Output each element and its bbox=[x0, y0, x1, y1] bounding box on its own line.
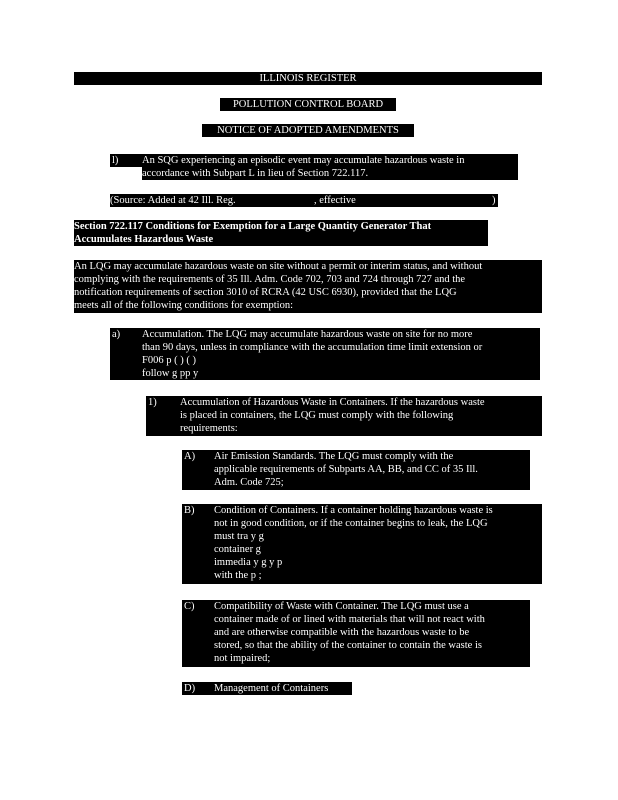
item-a-line-3: F006 p ( ) ( ) bbox=[142, 355, 196, 366]
item-a-line-2: than 90 days, unless in compliance with the accumulation time limit extension or bbox=[142, 342, 483, 353]
item-A-text bbox=[214, 450, 530, 490]
item-1-line-3: requirements: bbox=[180, 423, 238, 434]
item-l-line-2: accordance with Subpart L in lieu of Section 722.117. bbox=[142, 168, 369, 179]
item-1-text bbox=[180, 396, 542, 436]
item-C-marker: C) bbox=[182, 600, 216, 667]
section-heading-line-1: Section 722.117 Conditions for Exemption for a Large Quantity Generator That bbox=[74, 221, 432, 232]
intro-line-1: An LQG may accumulate hazardous waste on site without a permit or interim status, and without bbox=[74, 261, 483, 272]
item-1-line-2: is placed in containers, the LQG must comply with the following bbox=[180, 410, 454, 421]
item-C-line-5: not impaired; bbox=[214, 653, 271, 664]
intro-line-4: meets all of the following conditions for exemption: bbox=[74, 300, 293, 311]
item-l-marker: l) bbox=[110, 154, 142, 167]
intro-line-3: notification requirements of section 3010 of RCRA (42 USC 6930), provided that the LQG bbox=[74, 287, 457, 298]
item-A-marker: A) bbox=[182, 450, 216, 490]
item-l-line-1: An SQG experiencing an episodic event may accumulate hazardous waste in bbox=[142, 155, 465, 166]
item-A-line-3: Adm. Code 725; bbox=[214, 477, 284, 488]
item-B-line-5: immedia y g y p bbox=[214, 557, 283, 568]
item-C-line-4: stored, so that the ability of the container to contain the waste is bbox=[214, 640, 482, 651]
item-a-line-1: Accumulation. The LQG may accumulate hazardous waste on site for no more bbox=[142, 329, 473, 340]
section-heading-line-2: Accumulates Hazardous Waste bbox=[74, 234, 214, 245]
notice-header bbox=[202, 124, 414, 137]
item-a-marker: a) bbox=[110, 328, 144, 380]
intro-line-2: complying with the requirements of 35 Ill. Adm. Code 702, 703 and 724 through 727 and the bbox=[74, 274, 466, 285]
item-1-marker: 1) bbox=[146, 396, 180, 436]
item-a-text bbox=[142, 328, 540, 380]
item-1-line-1: Accumulation of Hazardous Waste in Containers. If the hazardous waste bbox=[180, 397, 485, 408]
item-D-marker: D) bbox=[182, 682, 216, 695]
item-B-text bbox=[214, 504, 542, 584]
item-C-line-3: and are otherwise compatible with the hazardous waste to be bbox=[214, 627, 470, 638]
source-note bbox=[110, 194, 498, 207]
item-A-line-2: applicable requirements of Subparts AA, BB, and CC of 35 Ill. bbox=[214, 464, 478, 475]
item-B-line-3: must tra y g bbox=[214, 531, 264, 542]
item-D-title: Management of Containers bbox=[214, 683, 329, 694]
item-a-line-4: follow g pp y bbox=[142, 368, 199, 379]
source-prefix: (Source: Added at 42 Ill. Reg. bbox=[110, 195, 236, 206]
item-B-line-1: Condition of Containers. If a container holding hazardous waste is bbox=[214, 505, 493, 516]
item-B-line-4: container g bbox=[214, 544, 261, 555]
source-suffix: ) bbox=[492, 195, 496, 206]
intro-paragraph bbox=[74, 260, 542, 313]
item-C-line-1: Compatibility of Waste with Container. The LQG must use a bbox=[214, 601, 469, 612]
item-B-marker: B) bbox=[182, 504, 216, 584]
item-A-line-1: Air Emission Standards. The LQG must comply with the bbox=[214, 451, 454, 462]
item-C-line-2: container made of or lined with materials that will not react with bbox=[214, 614, 485, 625]
register-title: ILLINOIS REGISTER bbox=[259, 73, 357, 84]
board-header bbox=[220, 98, 396, 111]
item-B-line-2: not in good condition, or if the container begins to leak, the LQG bbox=[214, 518, 488, 529]
item-B-line-6: with the p ; bbox=[214, 570, 262, 581]
item-l-text bbox=[142, 154, 518, 180]
register-header bbox=[74, 72, 542, 85]
item-D-text bbox=[214, 682, 352, 695]
notice-title: NOTICE OF ADOPTED AMENDMENTS bbox=[217, 125, 399, 136]
source-middle: , effective bbox=[314, 195, 356, 206]
item-C-text bbox=[214, 600, 530, 667]
section-heading bbox=[74, 220, 488, 246]
board-title: POLLUTION CONTROL BOARD bbox=[232, 99, 384, 110]
